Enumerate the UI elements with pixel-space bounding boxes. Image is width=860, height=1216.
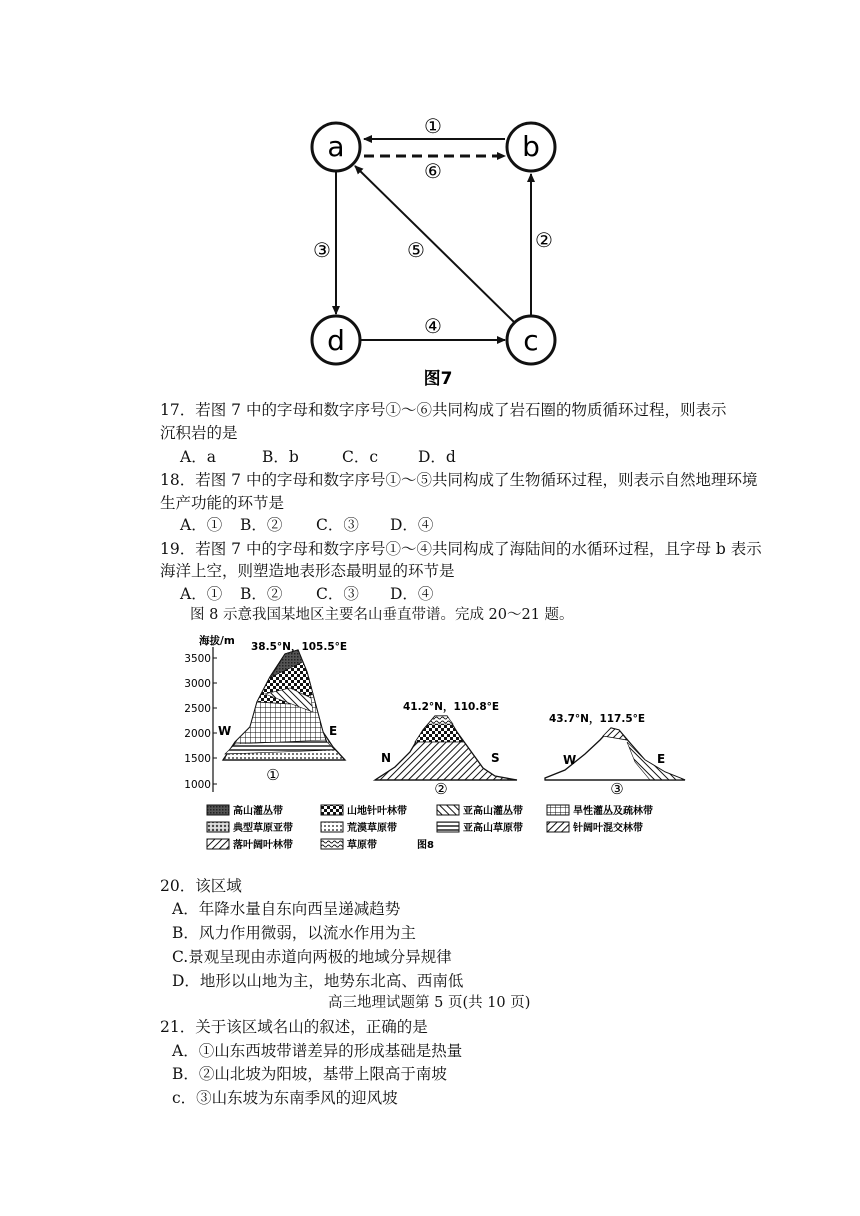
q19-text-line2: 海洋上空，则塑造地表形态最明显的环节是 xyxy=(160,562,455,580)
legend-item-9: 落叶阔叶林带 xyxy=(233,840,293,851)
q18-text-line2: 生产功能的环节是 xyxy=(160,494,285,512)
figure-7-caption: 图7 xyxy=(423,369,453,389)
q19-text-line1: 19．若图 7 中的字母和数字序号①～④共同构成了海陆间的水循环过程，且字母 b 表示 xyxy=(160,540,762,558)
figure-8-legend xyxy=(207,804,653,851)
mountain-3-west: W xyxy=(563,753,577,767)
node-a-label: a xyxy=(327,130,345,163)
arrow-4-label: ④ xyxy=(424,314,442,338)
q21-option-c: c．③山东坡为东南季风的迎风坡 xyxy=(172,1089,398,1107)
mountain-2-east: S xyxy=(491,751,500,765)
q20-option-a: A．年降水量自东向西呈递减趋势 xyxy=(172,900,401,918)
arrow-3-label: ③ xyxy=(313,238,331,262)
legend-item-1: 高山灌丛带 xyxy=(233,806,283,817)
q19-option-b: B．② xyxy=(240,585,283,603)
mountain-2-west: N xyxy=(381,751,392,765)
mountain-2 xyxy=(375,716,517,780)
q18-option-a: A．① xyxy=(180,516,223,534)
arrow-6-label: ⑥ xyxy=(424,159,442,183)
q17-option-d: D．d xyxy=(418,448,456,466)
page-footer: 高三地理试题第 5 页(共 10 页) xyxy=(328,995,531,1011)
figure-8-caption: 图8 xyxy=(417,840,434,851)
q17-text-line1: 17．若图 7 中的字母和数字序号①～⑥共同构成了岩石圈的物质循环过程，则表示 xyxy=(160,401,727,419)
mountain-2-number: ② xyxy=(434,780,448,798)
figure-8-diagram xyxy=(184,632,700,862)
mountain-1-west: W xyxy=(218,724,232,738)
q17-text-line2: 沉积岩的是 xyxy=(160,424,238,442)
mountain-3-coord: 43.7°N，117.5°E xyxy=(549,713,646,725)
mountain-1-coord: 38.5°N，105.5°E xyxy=(251,641,348,653)
node-b-label: b xyxy=(522,130,540,163)
q20-option-b: B．风力作用微弱，以流水作用为主 xyxy=(172,924,416,942)
y-tick-1000: 1000 xyxy=(184,779,211,791)
legend-item-5: 典型草原亚带 xyxy=(233,823,293,834)
mountain-2-coord: 41.2°N，110.8°E xyxy=(403,701,500,713)
legend-item-4: 旱性灌丛及疏林带 xyxy=(573,806,653,817)
q17-option-c: C．c xyxy=(342,448,379,466)
fig8-intro: 图 8 示意我国某地区主要名山垂直带谱。完成 20～21 题。 xyxy=(190,607,574,623)
legend-item-8: 针阔叶混交林带 xyxy=(573,823,643,834)
legend-item-7: 亚高山草原带 xyxy=(463,823,523,834)
y-tick-2500: 2500 xyxy=(184,703,211,715)
y-tick-3500: 3500 xyxy=(184,653,211,665)
mountain-1-number: ① xyxy=(266,766,280,784)
q18-option-d: D．④ xyxy=(390,516,434,534)
legend-item-10: 草原带 xyxy=(347,840,377,851)
q20-option-c: C.景观呈现由赤道向两极的地域分异规律 xyxy=(172,948,452,966)
mountain-3-east: E xyxy=(657,752,666,766)
node-d-label: d xyxy=(327,324,345,357)
q19-option-d: D．④ xyxy=(390,585,434,603)
mountain-3-number: ③ xyxy=(610,780,624,798)
y-tick-1500: 1500 xyxy=(184,753,211,765)
q18-text-line1: 18．若图 7 中的字母和数字序号①～⑤共同构成了生物循环过程，则表示自然地理环境 xyxy=(160,471,758,489)
q18-option-c: C．③ xyxy=(316,516,359,534)
q19-option-a: A．① xyxy=(180,585,223,603)
q19-option-c: C．③ xyxy=(316,585,359,603)
q21-option-b: B．②山北坡为阳坡，基带上限高于南坡 xyxy=(172,1065,447,1083)
q17-option-b: B．b xyxy=(262,448,299,466)
mountain-1 xyxy=(223,650,345,760)
node-c-label: c xyxy=(523,324,539,357)
q20-option-d: D．地形以山地为主，地势东北高、西南低 xyxy=(172,972,464,990)
y-tick-3000: 3000 xyxy=(184,678,211,690)
q20-stem: 20．该区域 xyxy=(160,877,242,895)
legend-item-6: 荒漠草原带 xyxy=(347,823,397,834)
q21-option-a: A．①山东西坡带谱差异的形成基础是热量 xyxy=(172,1042,463,1060)
arrow-2-label: ② xyxy=(535,228,553,252)
q18-option-b: B．② xyxy=(240,516,283,534)
legend-item-2: 山地针叶林带 xyxy=(347,806,407,817)
figure-7-diagram xyxy=(300,100,580,395)
q21-stem: 21．关于该区域名山的叙述，正确的是 xyxy=(160,1018,428,1036)
y-tick-2000: 2000 xyxy=(184,728,211,740)
mountain-1-east: E xyxy=(329,724,338,738)
arrow-1-label: ① xyxy=(424,114,442,138)
q17-option-a: A．a xyxy=(180,448,216,466)
y-axis-label: 海拔/m xyxy=(199,635,235,647)
arrow-5 xyxy=(355,166,514,322)
arrow-5-label: ⑤ xyxy=(407,238,425,262)
legend-item-3: 亚高山灌丛带 xyxy=(463,806,523,817)
